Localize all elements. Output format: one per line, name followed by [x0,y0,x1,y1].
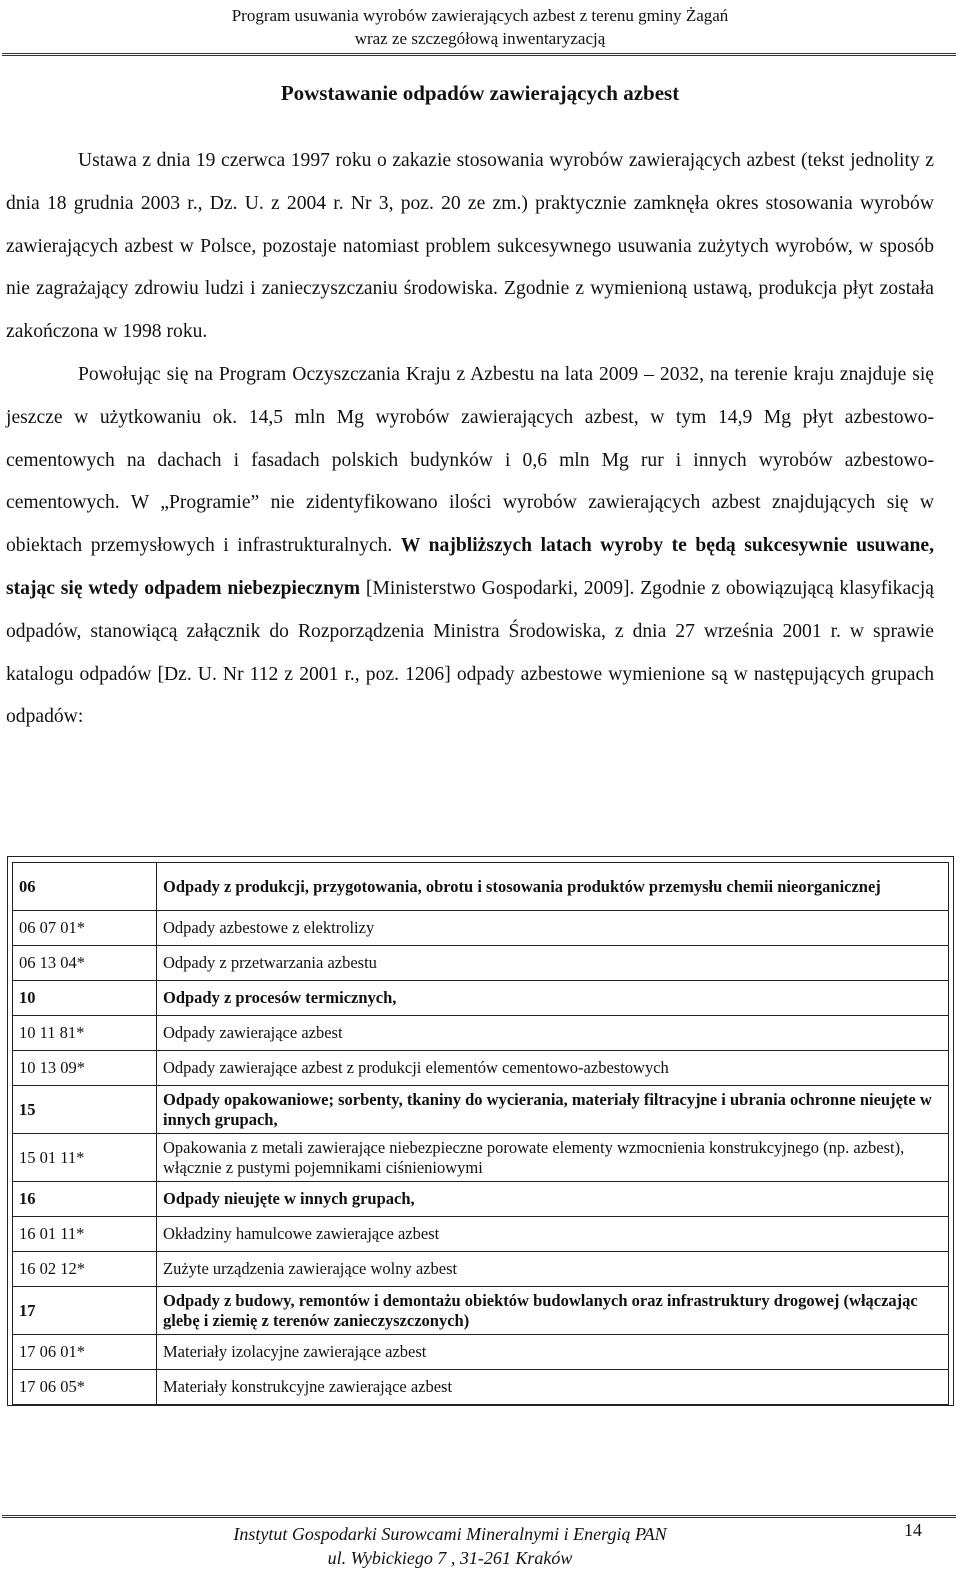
table-row [13,1287,949,1335]
table-row [13,863,949,911]
page-number: 14 [904,1520,922,1540]
waste-code: 15 [13,1086,157,1134]
table-row [13,1252,949,1287]
waste-code: 10 13 09* [13,1051,157,1086]
waste-code: 17 06 01* [13,1335,157,1370]
table-row [13,1370,949,1405]
paragraph-2-start: Powołując się na Program Oczyszczania Kraju z Azbestu na lata 2009 – 2032, na terenie kraju znajduje się jeszcze w użytkowaniu ok. 14,5 mln Mg wyrobów zawierających azbest, w tym 14,9 Mg płyt azbestowo-cementowych na dachach i fasadach polskich budynków i 0,6 mln Mg rur i innych wyrobów azbestowo-cementowych. W „Programie” nie zidentyfikowano ilości wyrobów zawierających azbest znajdujących się w obiektach przemysłowych i infrastrukturalnych. [6,363,934,557]
waste-code: 10 [13,981,157,1016]
waste-description: Odpady nieujęte w innych grupach, [157,1182,949,1217]
waste-codes-table [12,862,949,1405]
waste-code: 15 01 11* [13,1134,157,1182]
paragraph-2 [6,354,934,739]
table-row [13,981,949,1016]
table-row [13,1134,949,1182]
waste-code: 16 02 12* [13,1252,157,1287]
waste-code: 17 06 05* [13,1370,157,1405]
header-title-line1: Program usuwania wyrobów zawierających azbest z terenu gminy Żagań [231,6,729,25]
table-row [13,1182,949,1217]
table-row [13,1217,949,1252]
footer-divider [2,1515,956,1518]
paragraph-1: Ustawa z dnia 19 czerwca 1997 roku o zakazie stosowania wyrobów zawierających azbest (tekst jednolity z dnia 18 grudnia 2003 r., Dz. U. z 2004 r. Nr 3, poz. 20 ze zm.) praktycznie zamknęła okres stosowania wyrobów zawierających azbest w Polsce, pozostaje natomiast problem sukcesywnego usuwania zużytych wyrobów, w sposób nie zagrażający zdrowiu ludzi i zanieczyszczaniu środowiska. Zgodnie z wymienioną ustawą, produkcja płyt została zakończona w 1998 roku. [6,150,934,343]
waste-description: Materiały konstrukcyjne zawierające azbest [157,1370,949,1405]
footer-institution: Instytut Gospodarki Surowcami Mineralnymi i Energią PAN [233,1524,667,1544]
table-row [13,911,949,946]
header-divider [2,53,956,56]
waste-description: Odpady z budowy, remontów i demontażu obiektów budowlanych oraz infrastruktury drogowej (włączając glebę i ziemię z terenów zanieczyszczonych) [157,1287,949,1335]
waste-description: Odpady opakowaniowe; sorbenty, tkaniny do wycierania, materiały filtracyjne i ubrania ochronne nieujęte w innych grupach, [157,1086,949,1134]
waste-code: 06 07 01* [13,911,157,946]
page-footer [0,1522,900,1570]
waste-code: 06 13 04* [13,946,157,981]
waste-code: 16 01 11* [13,1217,157,1252]
table-row [13,1086,949,1134]
waste-code: 17 [13,1287,157,1335]
body-text [6,140,934,739]
waste-description [157,863,949,911]
section-title: Powstawanie odpadów zawierających azbest [280,81,680,105]
waste-description: Okładziny hamulcowe zawierające azbest [157,1217,949,1252]
table-row [13,1016,949,1051]
waste-description: Odpady z procesów termicznych, [157,981,949,1016]
waste-description: Odpady azbestowe z elektrolizy [157,911,949,946]
waste-description: Odpady zawierające azbest [157,1016,949,1051]
table-row [13,1335,949,1370]
waste-code: 10 11 81* [13,1016,157,1051]
table-row [13,1051,949,1086]
waste-code: 06 [13,863,157,911]
paragraph-2-end: [Ministerstwo Gospodarki, 2009]. Zgodnie z obowiązującą klasyfikacją odpadów, stanowiącą załącznik do Rozporządzenia Ministra Środowiska, z dnia 27 września 2001 r. w sprawie katalogu odpadów [Dz. U. Nr 112 z 2001 r., poz. 1206] odpady azbestowe wymienione są w następujących grupach odpadów: [6,577,934,728]
page-header [0,4,960,50]
header-title-line2: wraz ze szczegółową inwentaryzacją [354,29,606,48]
waste-code: 16 [13,1182,157,1217]
waste-description: Opakowania z metali zawierające niebezpieczne porowate elementy wzmocnienia konstrukcyjnego (np. azbest), włącznie z pustymi pojemnikami ciśnieniowymi [157,1134,949,1182]
waste-description: Odpady zawierające azbest z produkcji elementów cementowo-azbestowych [157,1051,949,1086]
waste-description: Zużyte urządzenia zawierające wolny azbest [157,1252,949,1287]
table-row [13,946,949,981]
footer-address: ul. Wybickiego 7 , 31-261 Kraków [327,1548,573,1568]
waste-description-text: Odpady z produkcji, przygotowania, obrotu i stosowania produktów przemysłu chemii nieorganicznej [163,876,881,896]
paragraph-2-bold: W najbliższych latach wyroby te będą sukcesywnie usuwane, stając się wtedy odpadem niebezpiecznym [6,535,935,599]
waste-description: Materiały izolacyjne zawierające azbest [157,1335,949,1370]
waste-description: Odpady z przetwarzania azbestu [157,946,949,981]
